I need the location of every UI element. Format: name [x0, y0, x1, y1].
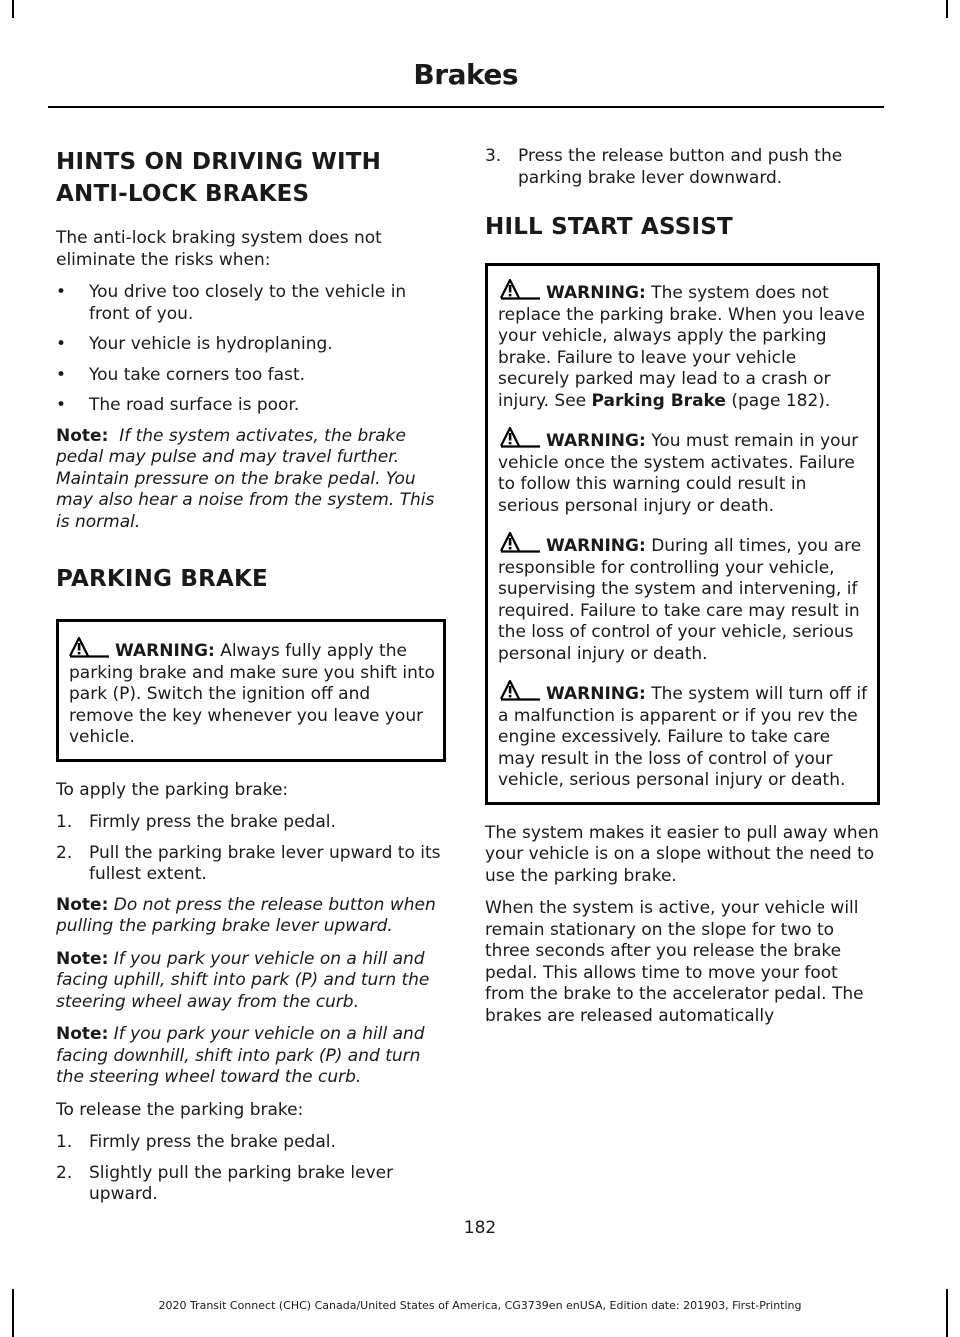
release-intro: To release the parking brake:: [56, 1099, 304, 1120]
section-heading-antilock: HINTS ON DRIVING WITH ANTI-LOCK BRAKES: [56, 149, 382, 207]
cross-reference-link[interactable]: Parking Brake: [591, 390, 726, 411]
apply-steps: [56, 812, 446, 886]
warning-triangle-icon: [498, 278, 540, 300]
warning-triangle-icon: [67, 636, 109, 658]
parking-brake-warning-box: [56, 619, 446, 762]
crop-mark-bottom-right: [946, 1289, 948, 1337]
release-steps-continued: [485, 146, 880, 189]
left-column: [56, 146, 446, 1215]
crop-mark-top-right: [946, 0, 948, 18]
antilock-intro: The anti-lock braking system does not eliminate the risks when:: [56, 228, 382, 270]
header-divider: [48, 106, 884, 108]
warning-triangle-icon: [498, 679, 540, 701]
hill-start-paragraph: The system makes it easier to pull away when your vehicle is on a slope without the need to use the parking brake.: [485, 822, 879, 886]
warning-triangle-icon: [498, 426, 540, 448]
hill-start-warning-box: [485, 263, 880, 805]
warning-item: WARNING: Always fully apply the parking brake and make sure you shift into park (P). Switch the ignition off and remove the key whenever you leave your vehicle.: [69, 636, 435, 749]
list-item: • You drive too closely to the vehicle in front of you.: [56, 282, 407, 324]
note: Note: If you park your vehicle on a hill and facing downhill, shift into park (P) and turn the steering wheel toward the curb.: [56, 1024, 425, 1087]
list-item: • Your vehicle is hydroplaning.: [56, 334, 333, 354]
antilock-note: Note: If the system activates, the brake pedal may pulse and may travel further. Maintain pressure on the brake pedal. You may also hear a noise from the system. This is normal.: [56, 425, 435, 532]
section-heading-parking-brake: PARKING BRAKE: [56, 566, 268, 592]
warning-triangle-icon: [498, 531, 540, 553]
warning-item: WARNING: During all times, you are responsible for controlling your vehicle, supervising the system and intervening, if required. Failure to take care may result in the loss of control of your vehicle, serious personal injury or death.: [498, 531, 869, 665]
crop-mark-bottom-left: [12, 1289, 14, 1337]
warning-item: WARNING: The system will turn off if a malfunction is apparent or if you rev the engine excessively. Failure to take care may result in the loss of control of your vehicle, serious personal injury or death.: [498, 679, 869, 792]
page-header-title: Brakes: [413, 58, 518, 91]
list-item: 1. Firmly press the brake pedal.: [56, 812, 336, 832]
warning-item: WARNING: You must remain in your vehicle once the system activates. Failure to follow this warning could result in serious personal injury or death.: [498, 426, 869, 517]
list-item: 1. Firmly press the brake pedal.: [56, 1132, 336, 1152]
list-item: 2. Slightly pull the parking brake lever upward.: [56, 1162, 394, 1204]
section-heading-hill-start: HILL START ASSIST: [485, 214, 733, 240]
note: Note: Do not press the release button when pulling the parking brake lever upward.: [56, 894, 436, 936]
list-item: 3. Press the release button and push the parking brake lever downward.: [485, 146, 843, 188]
footer-edition-text: 2020 Transit Connect (CHC) Canada/United States of America, CG3739en enUSA, Edition date: 201903, First-Printing: [158, 1299, 802, 1312]
apply-intro: To apply the parking brake:: [56, 779, 289, 800]
crop-mark-top-left: [12, 0, 14, 18]
hill-start-paragraph: When the system is active, your vehicle will remain stationary on the slope for two to three seconds after you release the brake pedal. This allows time to move your foot from the brake to the accelerator pedal. The brakes are released automatically: [485, 898, 864, 1026]
note: Note: If you park your vehicle on a hill and facing uphill, shift into park (P) and turn the steering wheel away from the curb.: [56, 948, 430, 1012]
right-column: [485, 146, 880, 1038]
antilock-risk-list: [56, 282, 446, 417]
list-item: • You take corners too fast.: [56, 364, 306, 385]
warning-item: WARNING: The system does not replace the parking brake. When you leave your vehicle, always apply the parking brake. Failure to leave your vehicle securely parked may lead to a crash or injury. See Parking Brake (page 182).: [498, 278, 869, 412]
list-item: 2. Pull the parking brake lever upward to its fullest extent.: [56, 842, 441, 884]
list-item: • The road surface is poor.: [56, 395, 300, 415]
release-steps: [56, 1132, 446, 1206]
page-number: 182: [463, 1218, 497, 1238]
